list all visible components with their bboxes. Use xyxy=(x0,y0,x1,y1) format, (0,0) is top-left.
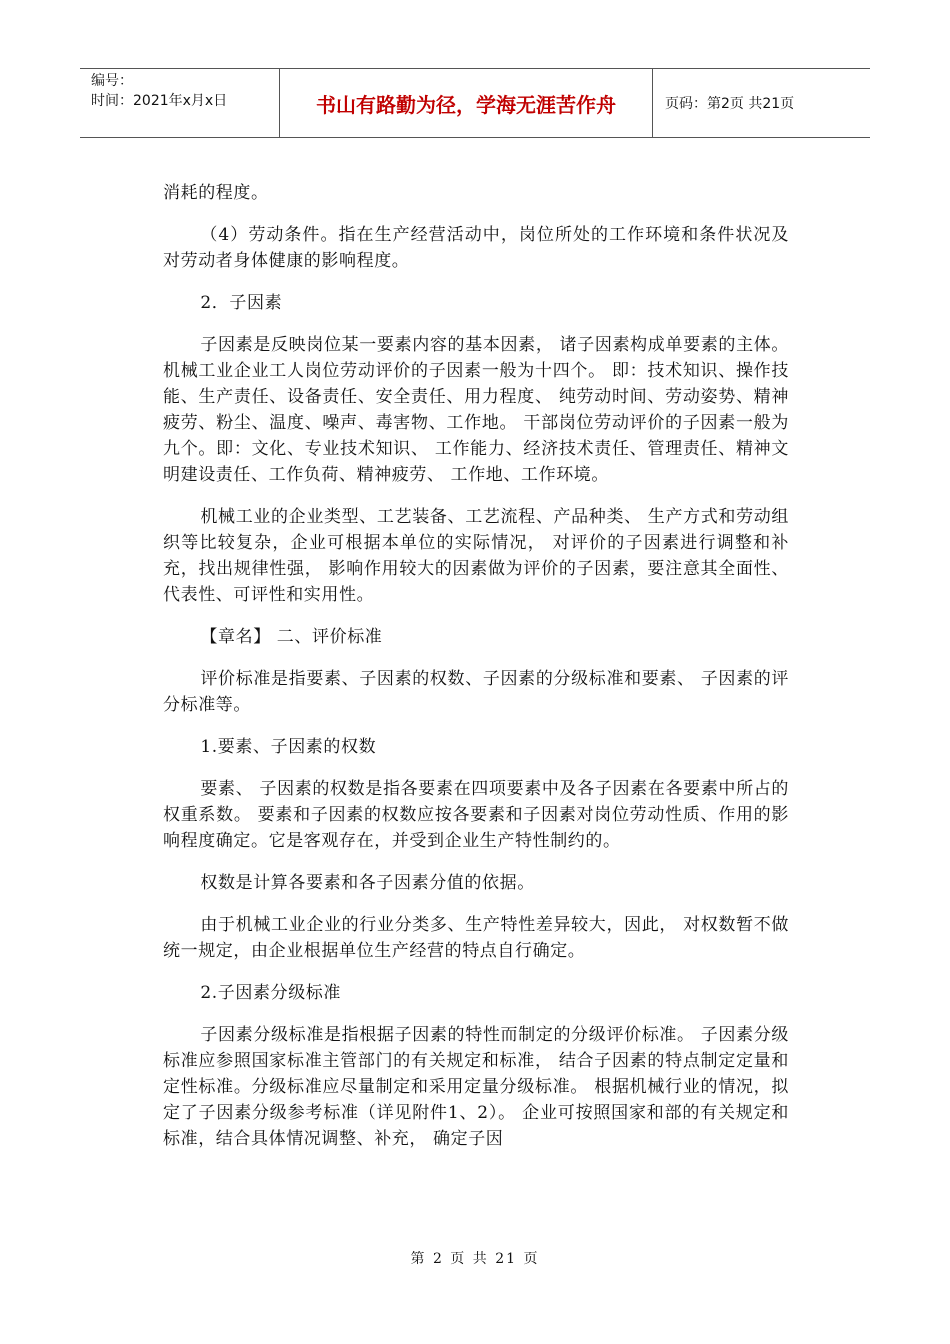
section-heading: 1.要素、子因素的权数 xyxy=(200,737,377,757)
paragraph: 机械工业的企业类型、工艺装备、工艺流程、产品种类、 生产方式和劳动组织等比较复杂，企业可根据本单位的实际情况， 对评价的子因素进行调整和补充，找出规律性强， 影响作用较大的因素做为评价的子因素，要注意其全面性、代表性、可评性和实用性。 xyxy=(163,507,789,605)
paragraph: 权数是计算各要素和各子因素分值的依据。 xyxy=(200,873,535,893)
header-page-info: 页码：第2页 共21页 xyxy=(665,96,795,112)
paragraph: （4）劳动条件。指在生产经营活动中，岗位所处的工作环境和条件状况及对劳动者身体健康的影响程度。 xyxy=(163,225,789,271)
paragraph: 由于机械工业企业的行业分类多、生产特性差异较大，因此， 对权数暂不做统一规定，由企业根据单位生产经营的特点自行确定。 xyxy=(163,915,789,961)
header-meta xyxy=(80,69,280,137)
paragraph: 子因素分级标准是指根据子因素的特性而制定的分级评价标准。 子因素分级标准应参照国家标准主管部门的有关规定和标准， 结合子因素的特点制定定量和定性标准。分级标准应尽量制定和采用定量分级标准。 根据机械行业的情况，拟定了子因素分级参考标准（详见附件1、2）。 企业可按照国家和部的有关规定和标准，结合具体情况调整、补充， 确定子因 xyxy=(163,1025,789,1149)
page-footer: 第 2 页 共 21 页 xyxy=(410,1251,540,1267)
document-body xyxy=(163,180,789,1168)
paragraph: 评价标准是指要素、子因素的权数、子因素的分级标准和要素、 子因素的评分标准等。 xyxy=(163,669,789,715)
section-heading: 2.子因素分级标准 xyxy=(200,983,342,1003)
section-heading: 2．子因素 xyxy=(200,293,283,313)
page-header xyxy=(80,68,870,138)
header-motto: 书山有路勤为径，学海无涯苦作舟 xyxy=(280,69,653,137)
number-label: 编号： xyxy=(91,73,133,89)
paragraph: 要素、 子因素的权数是指各要素在四项要素中及各子因素在各要素中所占的权重系数。 要素和子因素的权数应按各要素和子因素对岗位劳动性质、作用的影响程度确定。它是客观存在，并受到企业生产特性制约的。 xyxy=(163,779,789,851)
paragraph: 消耗的程度。 xyxy=(163,183,269,203)
paragraph: 子因素是反映岗位某一要素内容的基本因素， 诸子因素构成单要素的主体。机械工业企业工人岗位劳动评价的子因素一般为十四个。 即：技术知识、操作技能、生产责任、设备责任、安全责任、用力程度、 纯劳动时间、劳动姿势、精神疲劳、粉尘、温度、噪声、毒害物、工作地。 干部岗位劳动评价的子因素一般为九个。即：文化、专业技术知识、 工作能力、经济技术责任、管理责任、精神文明建设责任、工作负荷、精神疲劳、 工作地、工作环境。 xyxy=(163,335,789,485)
chapter-heading: 【章名】 二、评价标准 xyxy=(200,627,383,647)
time-label: 时间：2021年x月x日 xyxy=(91,93,228,109)
